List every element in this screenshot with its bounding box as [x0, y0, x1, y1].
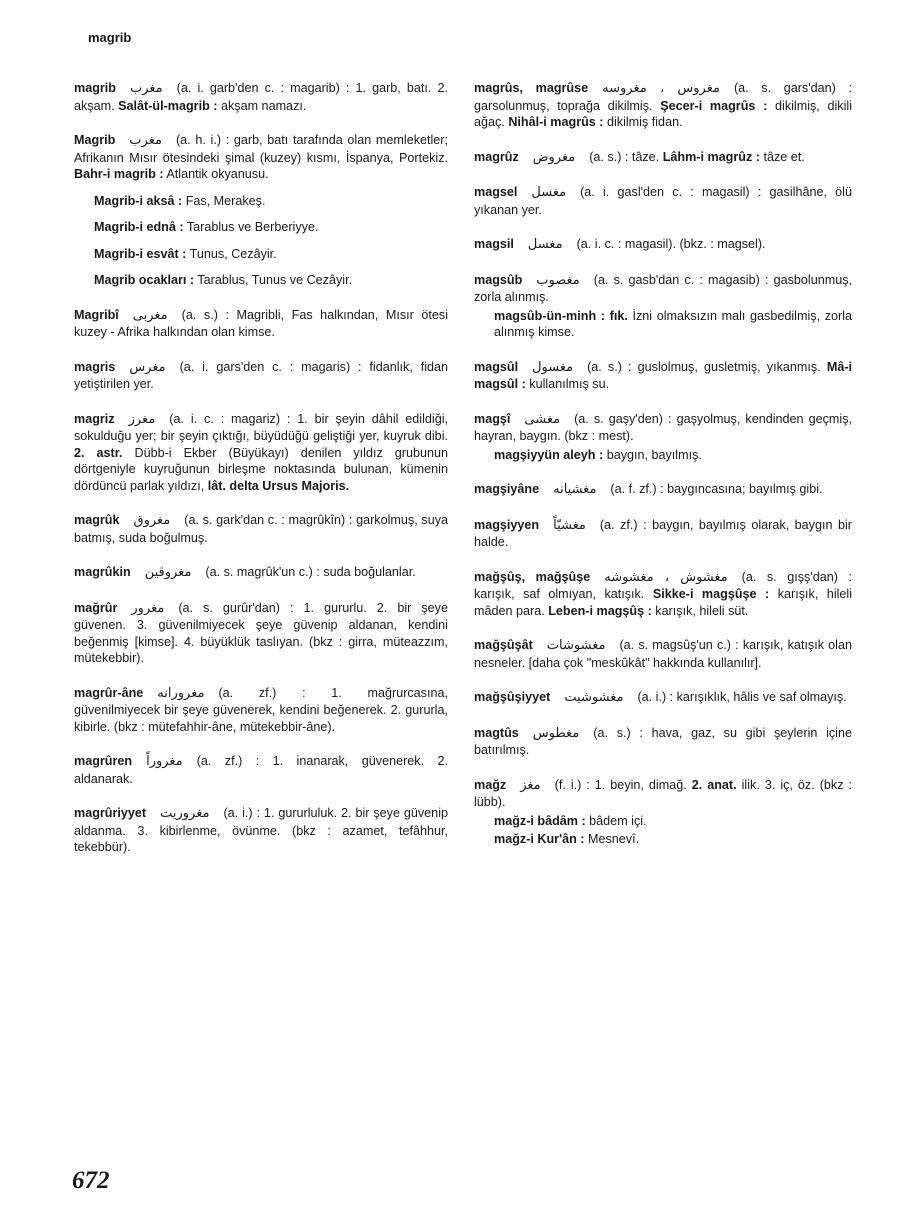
- headword: magsil: [474, 237, 514, 251]
- arabic-script: مغروريت: [160, 806, 210, 821]
- definition-cont: dikilmiş, dikili ağaç.: [474, 98, 852, 129]
- headword: magşiyyen: [474, 517, 540, 532]
- headword: mağz: [474, 777, 507, 792]
- dictionary-entry: [74, 564, 448, 582]
- arabic-script: مغروراً: [146, 754, 183, 769]
- definition: İzni olmaksızın malı gasbedilmiş, zorla alınmış kimse.: [494, 308, 852, 339]
- arabic-script: مغروقين: [144, 565, 192, 580]
- dictionary-entry: [74, 685, 448, 736]
- arabic-script: مغشوشات: [546, 638, 606, 653]
- arabic-script: مغشيّاً: [553, 517, 586, 533]
- headword: magtûs: [474, 725, 519, 740]
- dictionary-entry: [474, 149, 852, 167]
- headword: Magrib-i ednâ :: [94, 220, 184, 234]
- left-column: [74, 80, 448, 856]
- definition-cont: tâze et.: [763, 149, 805, 164]
- definition: baygın, bayılmış.: [606, 447, 702, 462]
- arabic-script: مغشى: [524, 411, 561, 427]
- headword: mağz-i bâdâm :: [494, 813, 586, 828]
- definition: (a. s.) : guslolmuş, gusletmiş, yıkanmış.: [587, 359, 821, 374]
- running-head: magrib: [88, 30, 132, 45]
- headword: Magrib: [74, 133, 116, 147]
- definition-cont: kullanılmış su.: [529, 377, 610, 391]
- page-number: 672: [72, 1167, 110, 1194]
- headword: magsûb-ün-minh : fık.: [494, 308, 628, 323]
- arabic-script: مغشوشيت: [564, 690, 624, 705]
- headword: mağşûşiyyet: [474, 690, 551, 704]
- definition-cont: karışık, hileli mâden para.: [474, 587, 853, 618]
- headword: magsûl: [474, 359, 519, 374]
- arabic-script: مغسل: [531, 185, 567, 200]
- headword: magrûk: [74, 513, 120, 527]
- dictionary-entry: [474, 637, 852, 671]
- subentry: [474, 447, 852, 464]
- definition: (a. s. gaşy'den) : gaşyolmuş, kendinden geçmiş, hayran, baygın. (bkz : mest).: [474, 411, 852, 443]
- subentry: [474, 308, 852, 341]
- arabic-script: مغرب: [130, 81, 163, 96]
- bold-term: Bahr-i magrib :: [74, 167, 164, 181]
- dictionary-entry: [74, 600, 448, 667]
- bold-term: Mâ-i magsûl :: [474, 359, 853, 391]
- dictionary-entry: [74, 359, 448, 393]
- definition: Tunus, Cezâyir.: [189, 246, 277, 261]
- arabic-script: مغروس ، مغروسه: [602, 81, 720, 96]
- bold-term: Sikke-i magşûşe :: [652, 587, 770, 601]
- definition: (a. i. c. : magasil). (bkz. : magsel).: [576, 237, 766, 251]
- dictionary-entry: [474, 725, 852, 759]
- arabic-script: مغرور: [131, 600, 165, 616]
- arabic-script: مغسول: [532, 359, 574, 375]
- dictionary-entry: [74, 132, 448, 183]
- headword: Magribî: [74, 307, 119, 322]
- definition-cont: dikilmiş fidan.: [606, 115, 683, 129]
- headword: magrûkin: [74, 565, 131, 579]
- arabic-script: مغرورانه: [157, 685, 205, 701]
- dictionary-entry: [474, 236, 852, 254]
- dictionary-entry: [474, 689, 852, 707]
- definition: Fas, Merakeş.: [185, 193, 266, 208]
- headword: mağz-i Kur'ân :: [494, 832, 585, 846]
- subentry: [74, 193, 448, 210]
- definition: bâdem içi.: [589, 813, 647, 828]
- definition: (a. s. gurûr'dan) : 1. gururlu. 2. bir şeye güvenen. 3. güvenilmiyecek şeye güvenip aldanan, kendini beğenmiş [kimse]. 4. büyüklük taslıyan. (bkz : girra, müteazzım, mütekebbir).: [74, 600, 448, 665]
- dictionary-entry: [474, 777, 852, 811]
- headword: mağrûr: [74, 600, 118, 615]
- definition-cont: karışık, hileli süt.: [655, 603, 749, 618]
- headword: magrib: [74, 81, 116, 95]
- dictionary-entry: [474, 569, 852, 620]
- definition: (a. f. zf.) : baygıncasına; bayılmış gibi.: [610, 482, 823, 496]
- headword: mağşûşât: [474, 638, 533, 652]
- dictionary-entry: [474, 272, 852, 306]
- dictionary-entry: [474, 184, 852, 218]
- definition: Mesnevî.: [587, 832, 640, 846]
- arabic-script: مغشيانه: [553, 482, 597, 497]
- headword: magriz: [74, 411, 115, 426]
- definition: (a. s. magrûk'un c.) : suda boğulanlar.: [205, 565, 416, 579]
- definition: (a. s.) : Magribli, Fas halkından, Mısır ötesi kuzey - Afrika halkından olan kimse.: [74, 307, 448, 339]
- headword: magrûz: [474, 149, 519, 164]
- arabic-script: مغسل: [527, 237, 563, 252]
- headword: magşî: [474, 411, 511, 426]
- dictionary-entry: [74, 805, 448, 856]
- subentry: [474, 831, 852, 848]
- definition: (a. i. gasl'den c. : magasil) : gasilhâne, ölü yıkanan yer.: [474, 185, 852, 217]
- arabic-script: مغرز: [128, 411, 156, 427]
- definition-cont: ilik. 3. iç, öz. (bkz : lübb).: [474, 777, 852, 809]
- arabic-script: مغرب: [129, 133, 162, 148]
- arabic-script: مغصوب: [536, 272, 580, 288]
- headword: Magrib-i esvât :: [94, 246, 187, 261]
- dictionary-entry: [74, 80, 448, 114]
- dictionary-entry: [74, 307, 448, 341]
- definition: (a. s. gasb'dan c. : magasib) : gasbolunmuş, zorla alınmış.: [474, 272, 852, 304]
- headword: magrûs, magrûse: [474, 81, 589, 95]
- definition: (a. zf.) : 1. mağrurcasına, güvenilmiyecek bir şeye güvenerek, kendini beğenerek. 2. gururla, kibirle. (bkz : mütefahhir-âne, mütekebbir-âne).: [74, 685, 448, 734]
- arabic-script: مغربى: [132, 307, 168, 323]
- arabic-script: مغروق: [133, 513, 171, 528]
- dictionary-entry: [474, 411, 852, 445]
- right-column: [474, 80, 852, 848]
- headword: Magrib-i aksâ :: [94, 193, 183, 208]
- dictionary-entry: [74, 753, 448, 787]
- definition: Tarablus ve Berberiyye.: [186, 220, 319, 234]
- definition: (a. s. gışş'dan) : karışık, saf olmıyan, katışık.: [474, 569, 852, 601]
- definition: (a. s. magsûş'un c.) : karışık, katışık olan nesneler. [daha çok "meskûkât" hakkında kullanılır].: [474, 638, 852, 670]
- definition: (a. i. c. : magariz) : 1. bir şeyin dâhil edildiği, sokulduğu yer; bir şeyin çıktığı, büyüdüğü geliştiği yer, kuyruk dibi.: [74, 411, 448, 443]
- subentry: [74, 272, 448, 289]
- bold-term: Salât-ül-magrib :: [118, 98, 218, 113]
- subentry: [74, 246, 448, 263]
- headword: magşiyyün aleyh :: [494, 447, 604, 462]
- definition: (f. i.) : 1. beyin, dimağ.: [554, 777, 687, 792]
- bold-term: 2. anat.: [691, 777, 737, 792]
- bold-term: 2. astr.: [74, 445, 123, 460]
- headword: magrûr-âne: [74, 685, 144, 700]
- headword: mağşûş, mağşûşe: [474, 569, 591, 584]
- dictionary-entry: [474, 359, 852, 393]
- bold-term: Lâhm-i magrûz :: [662, 149, 760, 164]
- subentry: [74, 219, 448, 236]
- dictionary-entry: [474, 517, 852, 551]
- definition: (a. s. gars'dan) : garsolunmuş, toprağa dikilmiş.: [474, 81, 852, 113]
- definition: (a. s.) : tâze.: [589, 149, 660, 164]
- definition: (a. i.) : karışıklık, hâlis ve saf olmayış.: [637, 690, 847, 704]
- bold-term: Leben-i magşûş :: [548, 603, 652, 618]
- definition-cont: Atlantik okyanusu.: [166, 167, 269, 181]
- definition-cont: akşam namazı.: [220, 98, 307, 113]
- definition: (a. s. gark'dan c. : magrûkîn) : garkolmuş, suya batmış, suda boğulmuş.: [74, 513, 448, 545]
- dictionary-entry: [74, 411, 448, 495]
- headword: magşiyâne: [474, 482, 540, 496]
- definition: (a. s.) : hava, gaz, su gibi şeylerin içine batırılmış.: [474, 725, 852, 757]
- arabic-script: مغشوش ، مغشوشه: [604, 569, 728, 585]
- dictionary-entry: [474, 481, 852, 499]
- arabic-script: مغرس: [129, 359, 166, 375]
- arabic-script: مغز: [520, 777, 541, 793]
- bold-term: Nihâl-i magrûs :: [508, 115, 604, 129]
- definition-cont: Dübb-i Ekber (Büyükayı) denilen yıldız grubunun dörtgeniyle kuyruğunun birleşme noktasında bulunan, kümenin dördüncü parlak yıldızı,: [74, 445, 448, 493]
- definition: (a. i.) : 1. gururluluk. 2. bir şeye güvenip aldanma. 3. kibirlenme, övünme. (bkz : azamet, tefâhhur, tekebbür).: [74, 806, 448, 854]
- headword: magrûriyyet: [74, 806, 147, 820]
- headword: magsûb: [474, 272, 523, 287]
- bold-term: Şecer-i magrûs :: [660, 98, 768, 113]
- definition: (a. zf.) : baygın, bayılmış olarak, baygın bir halde.: [474, 517, 852, 549]
- headword: magrûren: [74, 754, 133, 768]
- arabic-script: مغطوس: [532, 725, 580, 741]
- bold-term: lât. delta Ursus Majoris.: [207, 478, 350, 493]
- definition: (a. i. gars'den c. : magaris) : fidanlık, fidan yetiştirilen yer.: [74, 359, 448, 391]
- definition: (a. zf.) : 1. inanarak, güvenerek. 2. aldanarak.: [74, 754, 448, 786]
- definition: Tarablus, Tunus ve Cezâyir.: [197, 273, 353, 287]
- definition: (a. i. garb'den c. : magarib) : 1. garb, batı. 2. akşam.: [74, 81, 448, 113]
- definition: (a. h. i.) : garb, batı tarafında olan memleketler; Afrikanın Mısır ötesindeki şimal (kuzey) kısmı, İspanya, Portekiz.: [74, 133, 448, 165]
- dictionary-entry: [474, 80, 852, 131]
- dictionary-entry: [74, 512, 448, 546]
- headword: Magrib ocakları :: [94, 273, 195, 287]
- arabic-script: مغروض: [532, 149, 576, 165]
- headword: magris: [74, 359, 116, 374]
- headword: magsel: [474, 185, 518, 199]
- subentry: [474, 813, 852, 830]
